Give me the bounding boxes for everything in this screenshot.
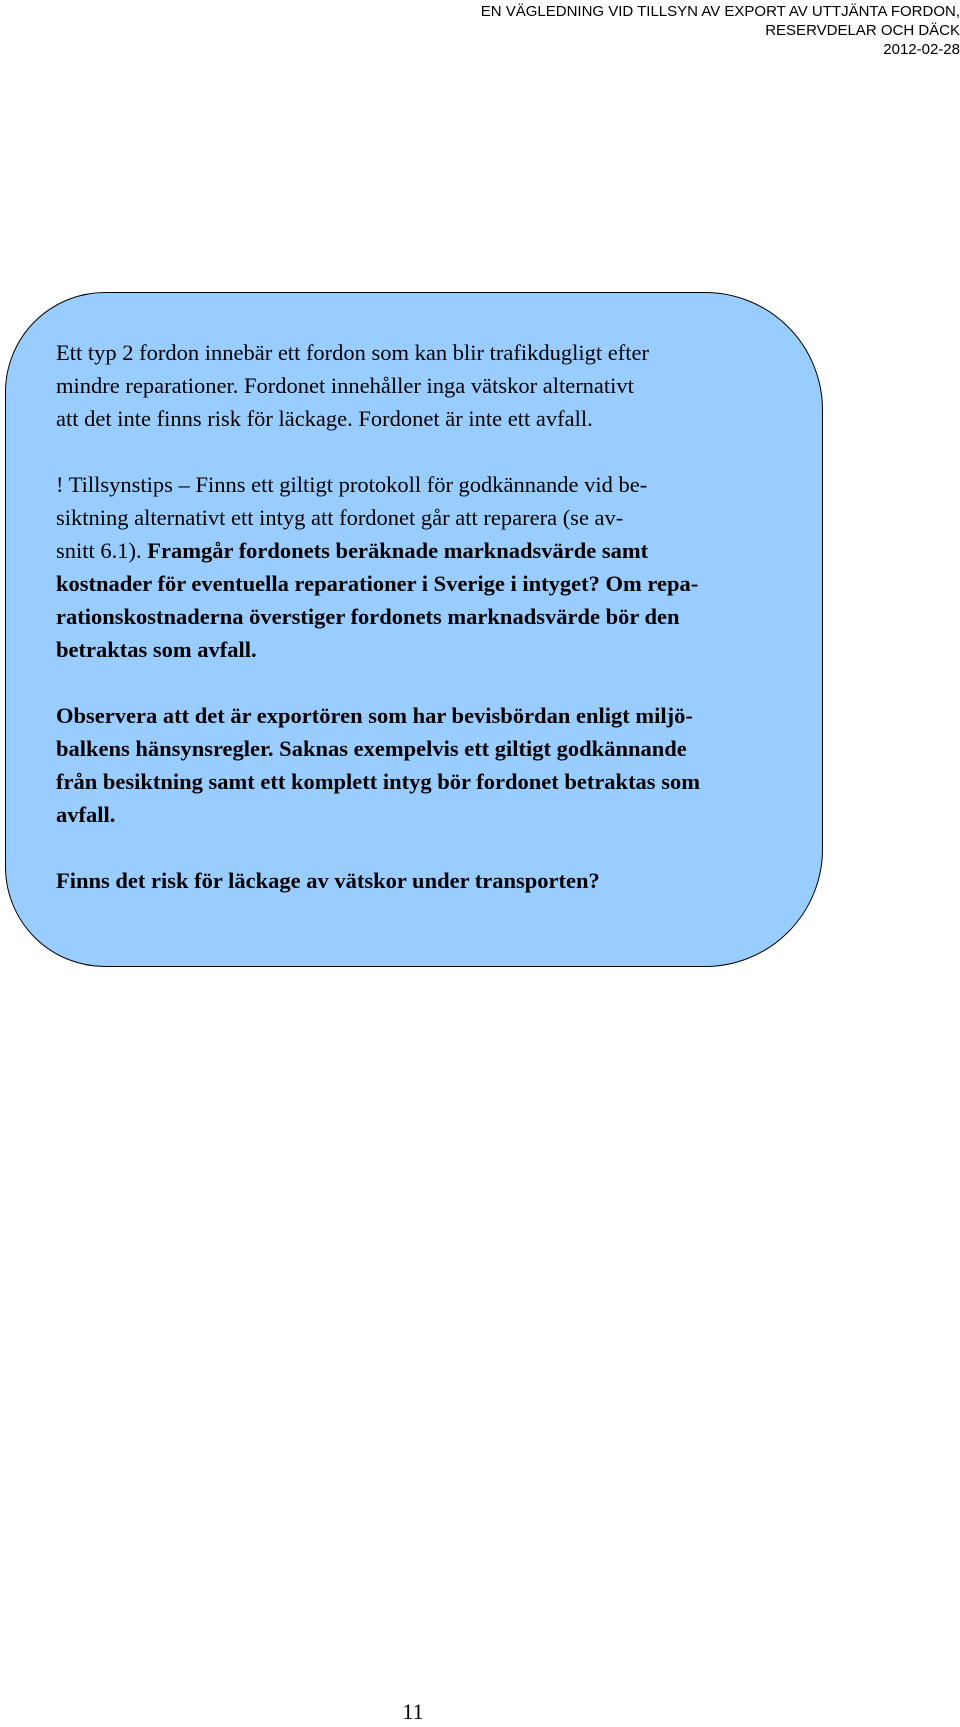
document-header xyxy=(360,2,960,59)
tip-bold-line: betraktas som avfall. xyxy=(56,637,257,662)
paragraph-line: Observera att det är exportören som har bevisbördan enligt miljö- xyxy=(56,703,693,728)
tip-lead-line: ! Tillsynstips – Finns ett giltigt protokoll för godkännande vid be- xyxy=(56,472,648,497)
type-2-vehicle-paragraph xyxy=(56,336,776,435)
inspection-tip-paragraph xyxy=(56,468,776,666)
page-number: 11 xyxy=(402,1699,424,1724)
tip-bold-line: Framgår fordonets beräknade marknadsvärde samt xyxy=(147,538,649,563)
leakage-question: Finns det risk för läckage av vätskor under transporten? xyxy=(56,868,600,893)
burden-of-proof-paragraph xyxy=(56,699,776,831)
paragraph-line: balkens hänsynsregler. Saknas exempelvis ett giltigt godkännande xyxy=(56,736,687,761)
tip-lead-line: siktning alternativt ett intyg att fordonet går att reparera (se av- xyxy=(56,505,624,530)
paragraph-line: mindre reparationer. Fordonet innehåller inga vätskor alternativt xyxy=(56,373,634,398)
header-date: 2012-02-28 xyxy=(883,41,960,58)
paragraph-line: att det inte finns risk för läckage. Fordonet är inte ett avfall. xyxy=(56,406,593,431)
tip-lead-line: snitt 6.1). xyxy=(56,538,148,563)
tip-bold-line: kostnader för eventuella reparationer i Sverige i intyget? Om repa- xyxy=(56,571,699,596)
header-title-line-1: EN VÄGLEDNING VID TILLSYN AV EXPORT AV UTTJÄNTA FORDON, xyxy=(480,3,960,20)
paragraph-line: avfall. xyxy=(56,802,116,827)
header-title-line-2: RESERVDELAR OCH DÄCK xyxy=(765,22,960,39)
info-box-text xyxy=(56,336,776,897)
tip-bold-line: rationskostnaderna överstiger fordonets marknadsvärde bör den xyxy=(56,604,680,629)
paragraph-line: från besiktning samt ett komplett intyg bör fordonet betraktas som xyxy=(56,769,700,794)
paragraph-line: Ett typ 2 fordon innebär ett fordon som kan blir trafikdugligt efter xyxy=(56,340,649,365)
